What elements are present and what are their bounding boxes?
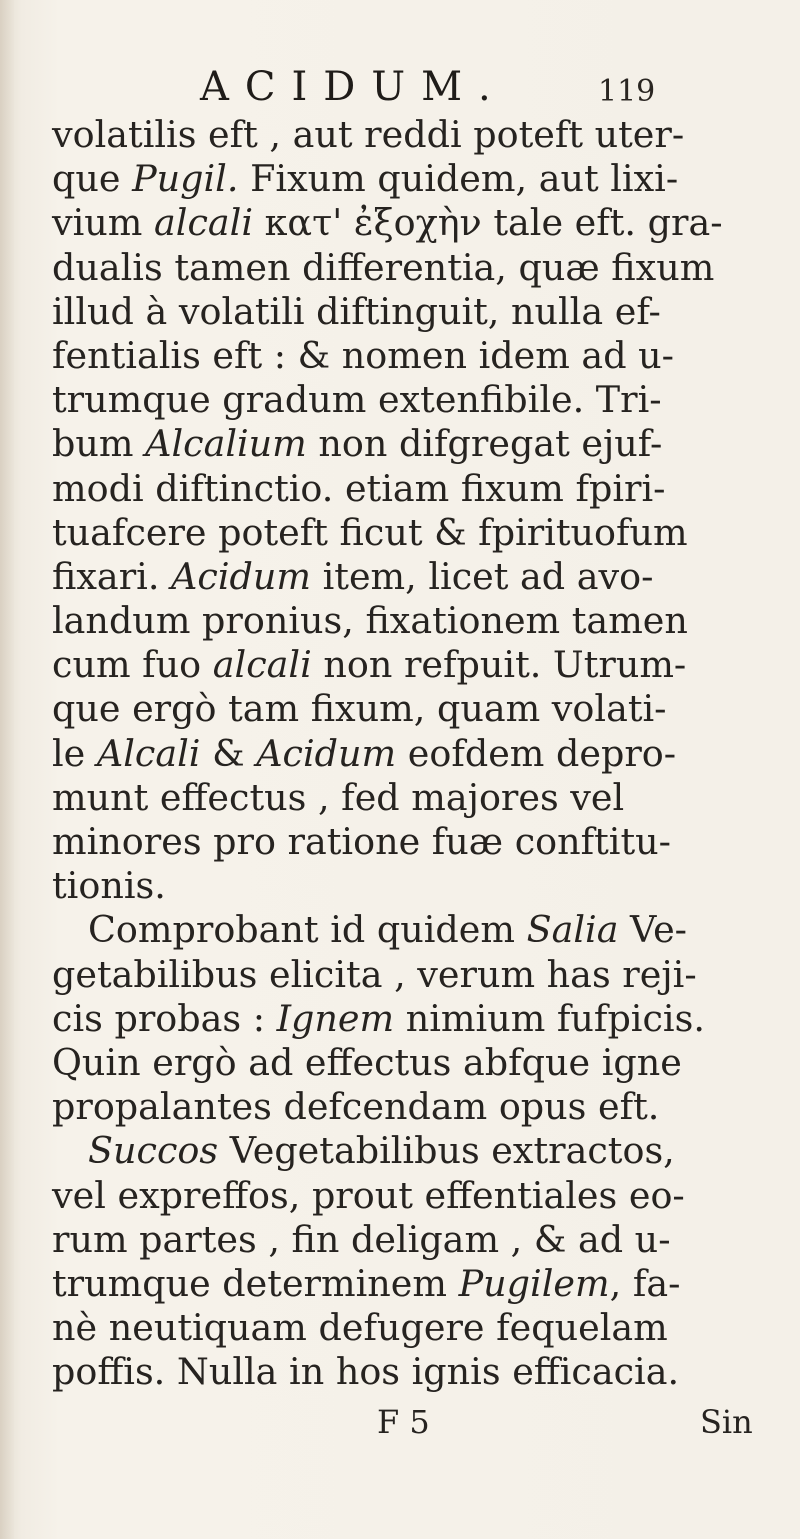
text-line [52,732,777,776]
text-segment: non refpuit. Utrum- [311,643,687,687]
text-line [52,1174,777,1218]
text-segment: tionis. [52,864,166,908]
text-line [52,290,777,334]
text-segment: κατ' ἐξοχὴν tale eft. gra- [253,201,723,245]
text-segment: illud à volatili diftinguit, nulla ef- [52,289,661,333]
text-segment: minores pro ratione fuæ conftitu- [52,820,671,863]
italic-term: Salia [526,908,619,952]
text-segment: item, licet ad avo- [311,554,654,598]
text-segment: trumque determinem [52,1261,459,1305]
italic-term: alcali [154,201,254,245]
text-segment: nè neutiquam defugere fequelam [52,1306,668,1350]
text-segment: landum pronius, fixationem tamen [52,599,688,643]
text-segment: dualis tamen differentia, quæ fixum [52,245,715,289]
text-segment: nimium fufpicis. [394,996,705,1040]
text-line [52,157,777,201]
running-head: ACIDUM. [200,64,507,110]
text-line [52,378,777,422]
page-header [200,64,660,118]
text-segment: Quin ergò ad effectus abfque igne [52,1040,682,1084]
text-segment: fentialis eft : & nomen idem ad u- [52,333,674,377]
text-line [52,1129,777,1173]
text-line [52,246,777,290]
text-segment: eofdem depro- [396,731,677,775]
text-segment: le [52,731,97,775]
text-segment: Comprobant id quidem [88,908,527,952]
text-segment: , fa- [609,1261,681,1305]
italic-term: Pugil. [132,157,239,201]
italic-term: Alcalium [145,422,307,466]
text-line [52,1350,777,1394]
text-line [52,997,777,1041]
text-segment: cis probas : [52,996,277,1040]
text-line [52,422,777,466]
text-line [52,467,777,511]
text-line [52,334,777,378]
text-segment: modi diftinctio. etiam fixum fpiri- [52,466,666,510]
italic-term: Acidum [171,554,311,598]
text-line [52,1041,777,1085]
text-segment: Ve- [618,908,687,952]
page-gutter-edge [0,0,14,1539]
text-line [52,1306,777,1350]
text-line [52,687,777,731]
page-footer [0,1403,800,1443]
text-line [52,201,777,245]
italic-term: Pugilem [458,1261,610,1305]
text-segment: propalantes defcendam opus eft. [52,1085,660,1129]
text-line [52,113,777,157]
text-segment: que ergò tam fixum, quam volati- [52,687,667,731]
text-line [52,643,777,687]
text-segment: getabilibus elicita , verum has reji- [52,952,697,996]
text-line [52,1218,777,1262]
italic-term: Alcali [96,731,201,775]
text-segment: cum fuo [52,643,213,687]
text-line [52,555,777,599]
italic-term: Acidum [256,731,397,775]
text-segment: fixari. [52,554,172,598]
text-line [52,599,777,643]
page-number: 119 [598,74,656,109]
text-segment: trumque gradum extenfibile. Tri- [52,378,662,422]
text-line [52,864,777,908]
text-segment: bum [52,422,146,466]
text-segment: volatilis eft , aut reddi poteft uter- [52,113,685,156]
text-segment: rum partes , fin deligam , & ad u- [52,1217,671,1261]
text-segment: poffis. Nulla in hos ignis efficacia. [52,1350,680,1394]
text-segment: tuafcere poteft ficut & fpirituofum [52,510,688,554]
text-line [52,953,777,997]
body-text [52,113,777,1394]
italic-term: Succos [88,1129,219,1173]
text-line [52,908,777,952]
text-segment: vel expreffos, prout effentiales eo- [52,1173,685,1217]
text-segment: Vegetabilibus extractos, [218,1129,675,1173]
catchword: Sin [700,1403,753,1441]
italic-term: alcali [212,643,312,687]
text-segment: vium [52,201,155,245]
text-line [52,1262,777,1306]
text-segment: & [200,731,257,775]
text-line [52,511,777,555]
signature-mark: F 5 [377,1403,430,1441]
italic-term: Ignem [276,996,395,1040]
text-segment: Fixum quidem, aut lixi- [238,157,679,201]
text-segment: que [52,157,133,201]
text-line [52,1085,777,1129]
text-line [52,776,777,820]
text-segment: non difgregat ejuf- [306,422,663,466]
text-line [52,820,777,864]
text-segment: munt effectus , fed majores vel [52,775,625,819]
